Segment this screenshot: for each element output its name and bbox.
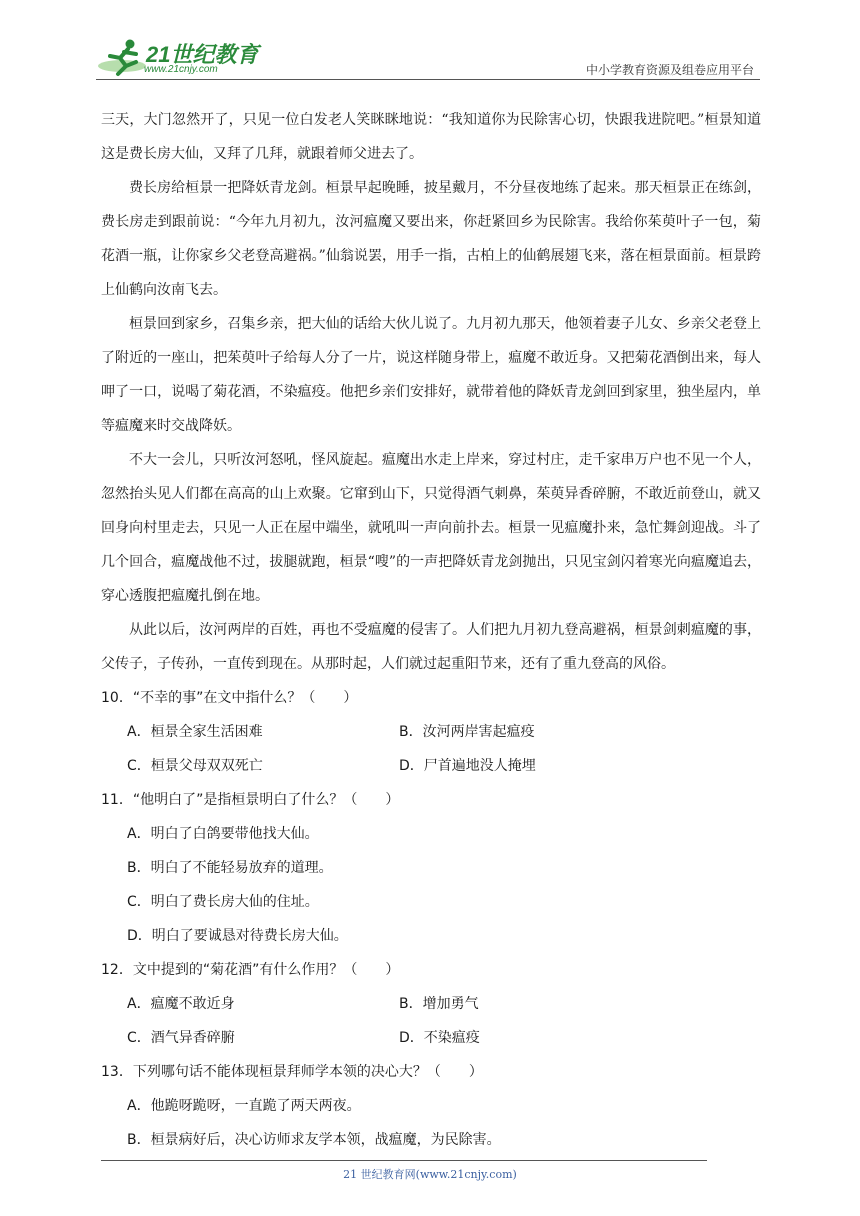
paragraph: 从此以后，汝河两岸的百姓，再也不受瘟魔的侵害了。人们把九月初九登高避祸，桓景剑刺瘟魔的事，父传子，子传孙，一直传到现在。从那时起，人们就过起重阳节来，还有了重九登高的风俗。 xyxy=(101,622,761,672)
option-d: D．明白了要诚恳对待费长房大仙。 xyxy=(127,928,348,944)
paragraph: 桓景回到家乡，召集乡亲，把大仙的话给大伙儿说了。九月初九那天，他领着妻子儿女、乡亲父老登上了附近的一座山，把茱萸叶子给每人分了一片，说这样随身带上，瘟魔不敢近身。又把菊花酒倒出来，每人呷了一口，说喝了菊花酒，不染瘟疫。他把乡亲们安排好，就带着他的降妖青龙剑回到家里，独坐屋内，单等瘟魔来时交战降妖。 xyxy=(101,316,761,434)
option-c: C．明白了费长房大仙的住址。 xyxy=(127,894,319,910)
option-b: B．明白了不能轻易放弃的道理。 xyxy=(127,860,333,876)
option-d: D．尸首遍地没人掩埋 xyxy=(399,758,536,774)
logo-text: 21世纪教育 xyxy=(146,42,259,67)
paragraph: 三天，大门忽然开了，只见一位白发老人笑眯眯地说：“我知道你为民除害心切，快跟我进院吧。”桓景知道这是费长房大仙，又拜了几拜，就跟着师父进去了。 xyxy=(101,112,761,162)
document-body xyxy=(101,103,761,1157)
option-d: D．不染瘟疫 xyxy=(399,1030,480,1046)
option-b: B．桓景病好后，决心访师求友学本领，战瘟魔，为民除害。 xyxy=(127,1132,501,1148)
question-stem: 10．“不幸的事”在文中指什么？（ ） xyxy=(101,690,358,706)
question-12 xyxy=(101,953,761,1055)
option-a: A．明白了白鸽要带他找大仙。 xyxy=(127,826,319,842)
question-11 xyxy=(101,783,761,953)
footer-divider xyxy=(101,1160,707,1161)
option-a: A．瘟魔不敢近身 xyxy=(127,996,235,1012)
question-stem: 12．文中提到的“菊花酒”有什么作用？（ ） xyxy=(101,962,400,978)
header-divider xyxy=(96,79,760,80)
question-10 xyxy=(101,681,761,783)
logo-url: www.21cnjy.com xyxy=(144,64,218,75)
question-stem: 11．“他明白了”是指桓景明白了什么？（ ） xyxy=(101,792,400,808)
page-header xyxy=(0,0,860,82)
option-a: A．桓景全家生活困难 xyxy=(127,724,263,740)
option-b: B．汝河两岸害起瘟疫 xyxy=(399,724,535,740)
footer-text: 21 世纪教育网(www.21cnjy.com) xyxy=(343,1168,517,1181)
option-a: A．他跪呀跪呀，一直跪了两天两夜。 xyxy=(127,1098,361,1114)
paragraph: 费长房给桓景一把降妖青龙剑。桓景早起晚睡，披星戴月，不分昼夜地练了起来。那天桓景正在练剑，费长房走到跟前说：“今年九月初九，汝河瘟魔又要出来，你赶紧回乡为民除害。我给你茱萸叶子一包，菊花酒一瓶，让你家乡父老登高避祸。”仙翁说罢，用手一指，古柏上的仙鹤展翅飞来，落在桓景面前。桓景跨上仙鹤向汝南飞去。 xyxy=(101,180,761,298)
option-c: C．桓景父母双双死亡 xyxy=(127,758,263,774)
option-b: B．增加勇气 xyxy=(399,996,479,1012)
paragraph: 不大一会儿，只听汝河怒吼，怪风旋起。瘟魔出水走上岸来，穿过村庄，走千家串万户也不见一个人，忽然抬头见人们都在高高的山上欢聚。它窜到山下，只觉得酒气刺鼻，茱萸异香碎腑，不敢近前登山，就又回身向村里走去，只见一人正在屋中端坐，就吼叫一声向前扑去。桓景一见瘟魔扑来，急忙舞剑迎战。斗了几个回合，瘟魔战他不过，拔腿就跑，桓景“嗖”的一声把降妖青龙剑抛出，只见宝剑闪着寒光向瘟魔追去，穿心透腹把瘟魔扎倒在地。 xyxy=(101,452,761,604)
platform-name: 中小学教育资源及组卷应用平台 xyxy=(585,63,754,77)
question-13 xyxy=(101,1055,761,1157)
question-stem: 13．下列哪句话不能体现桓景拜师学本领的决心大？（ ） xyxy=(101,1064,483,1080)
option-c: C．酒气异香碎腑 xyxy=(127,1030,235,1046)
